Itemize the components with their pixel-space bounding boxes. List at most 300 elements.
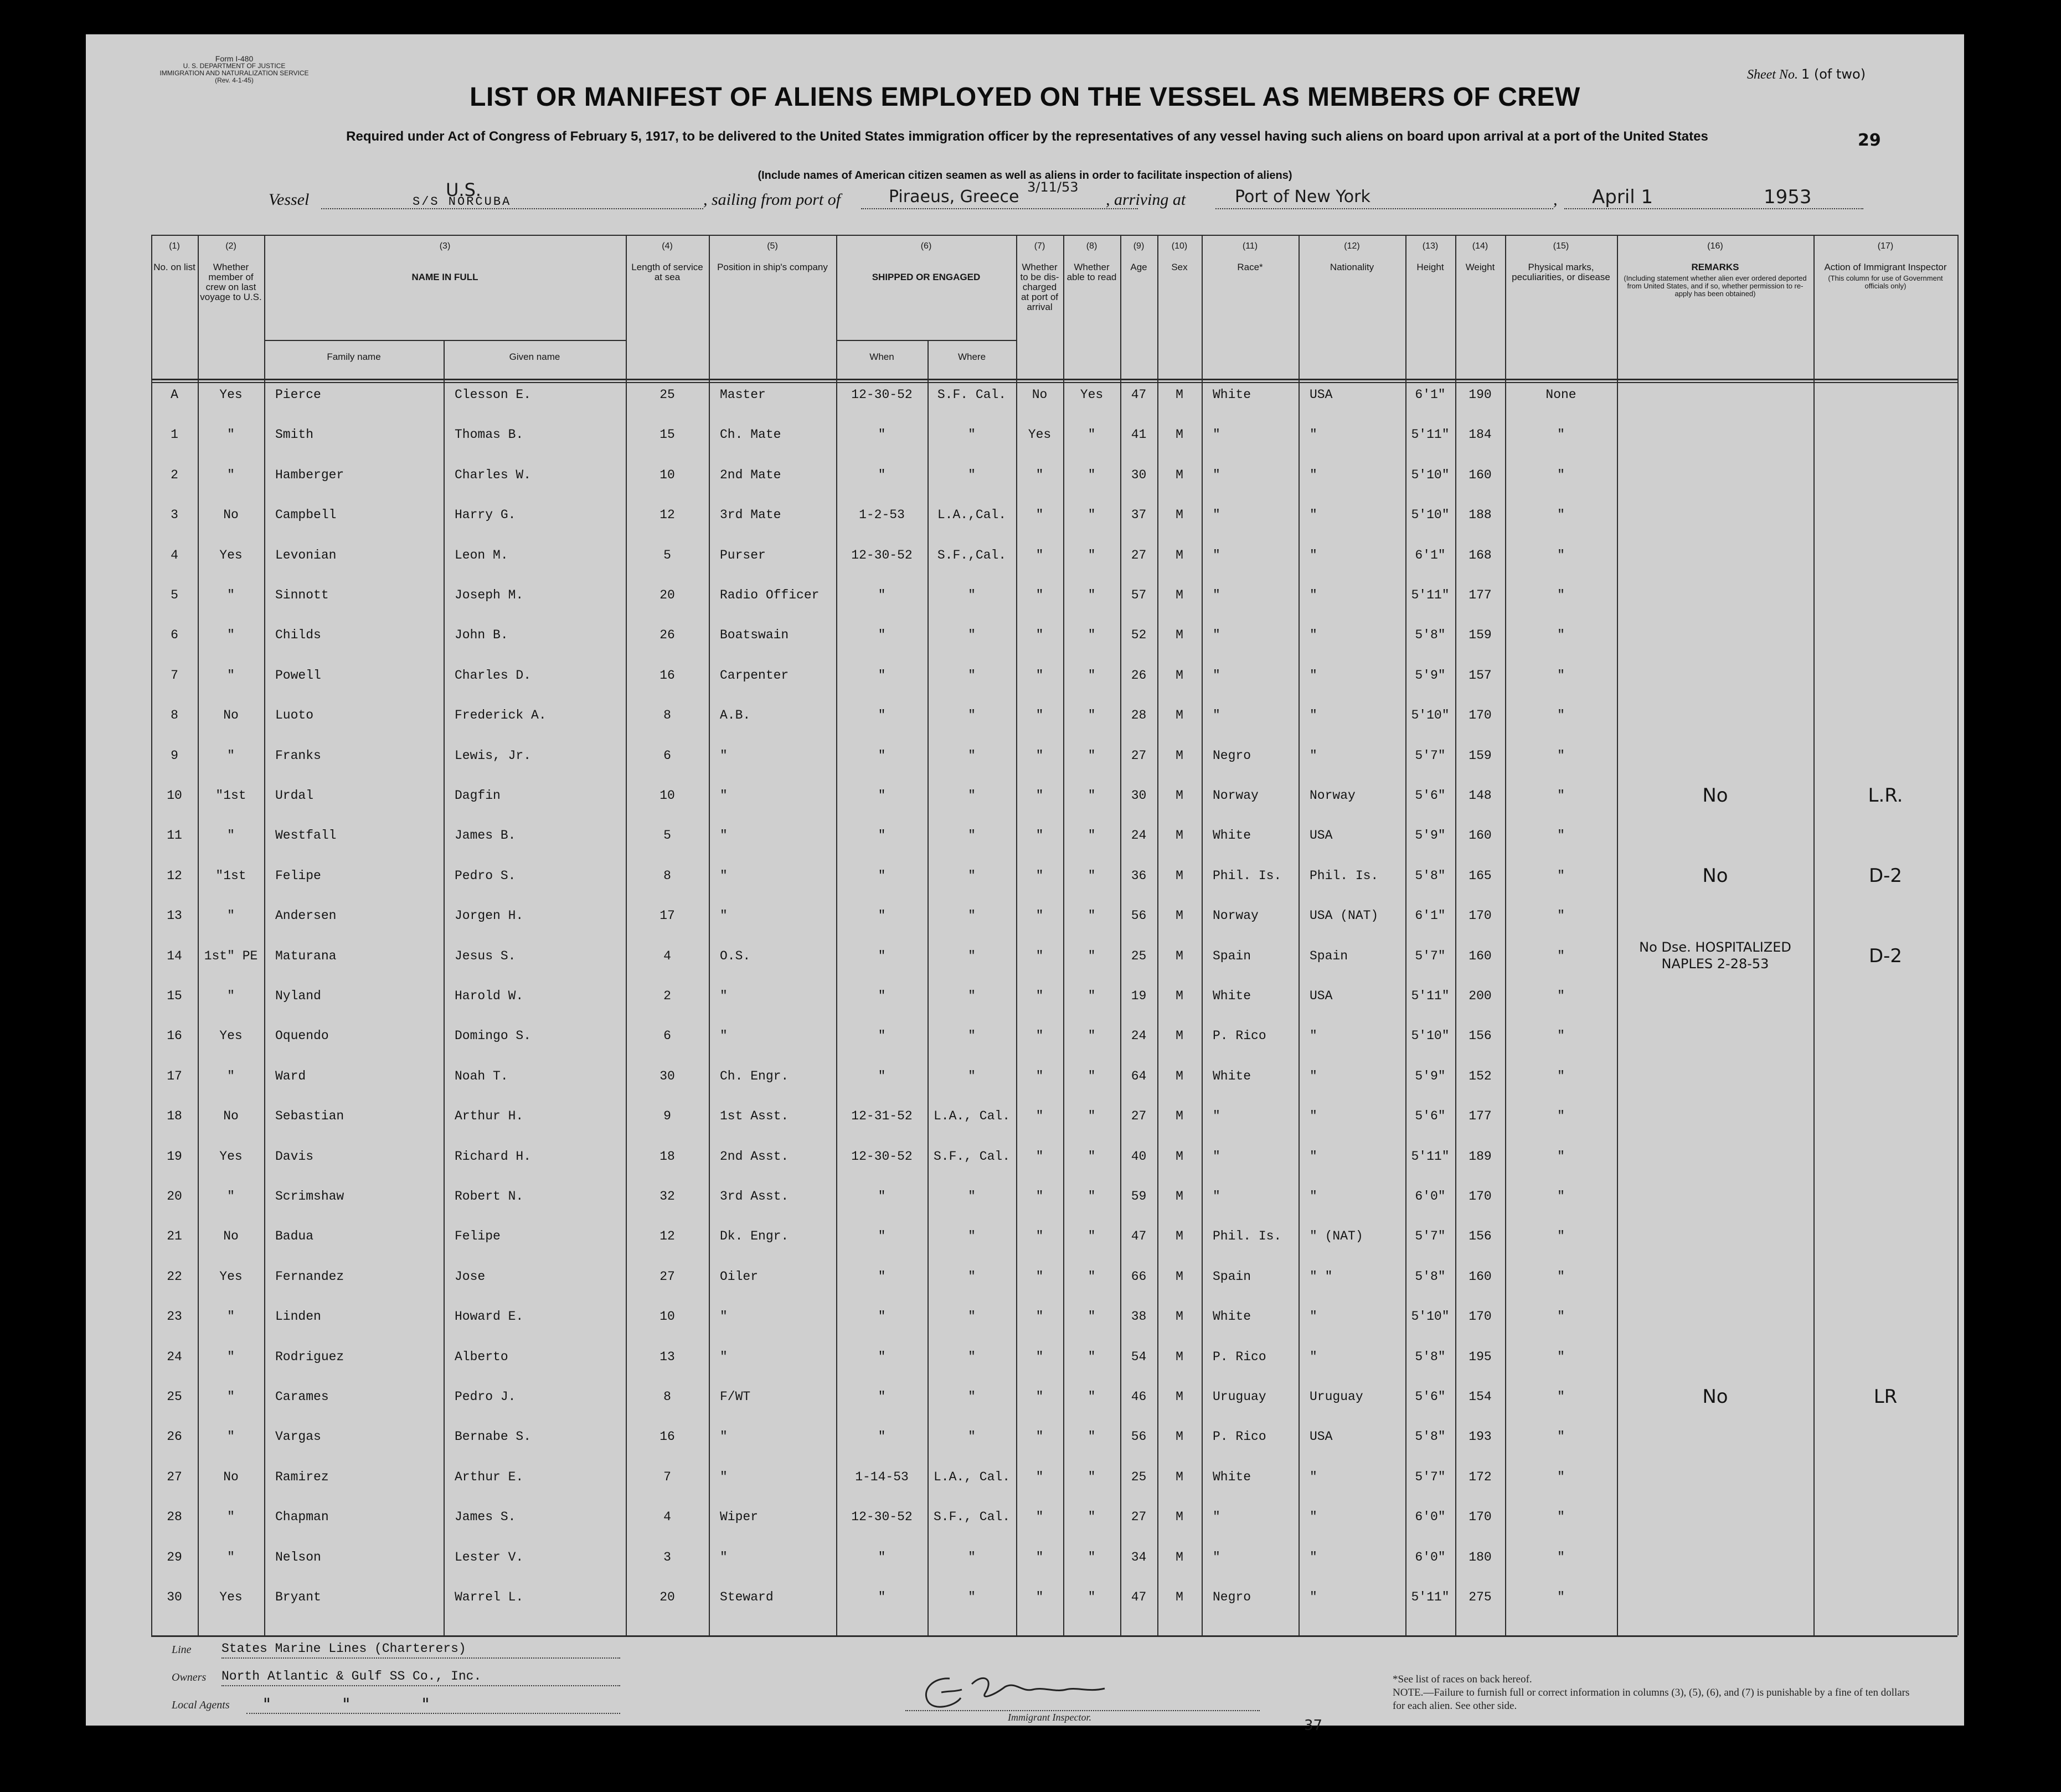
table-cell: M xyxy=(1176,427,1183,442)
table-cell: " xyxy=(1557,508,1565,523)
table-cell: John B. xyxy=(455,628,508,643)
table-cell: " xyxy=(1557,828,1565,843)
table-cell: Lewis, Jr. xyxy=(455,748,532,763)
table-cell: M xyxy=(1176,868,1183,883)
column-number: (8) xyxy=(1086,241,1098,251)
table-cell: M xyxy=(1176,1029,1183,1044)
table-cell: " xyxy=(1310,1109,1317,1124)
table-cell: Sinnott xyxy=(275,588,329,602)
table-cell: 10 xyxy=(659,1309,675,1324)
column-rule xyxy=(709,235,710,1635)
table-cell: " xyxy=(227,748,235,763)
table-cell: " xyxy=(878,748,886,763)
line-label: Line xyxy=(172,1644,192,1656)
table-cell: Leon M. xyxy=(455,548,508,562)
table-cell: 54 xyxy=(1131,1349,1147,1364)
table-cell: No xyxy=(223,508,239,523)
table-cell: 170 xyxy=(1469,1510,1492,1525)
table-cell: " xyxy=(968,1349,976,1364)
table-cell: Ramirez xyxy=(275,1469,329,1484)
column-number: (2) xyxy=(225,241,236,251)
table-cell: " xyxy=(1557,1029,1565,1044)
table-cell: Wiper xyxy=(720,1510,759,1525)
table-cell: Pedro J. xyxy=(455,1390,516,1404)
table-cell: Spain xyxy=(1213,1269,1251,1284)
table-cell: " xyxy=(1213,1550,1220,1564)
column-number: (5) xyxy=(767,241,778,251)
table-cell: 5'10" xyxy=(1411,508,1450,523)
table-cell: No xyxy=(223,1229,239,1244)
table-cell: 6 xyxy=(171,628,178,643)
table-cell: " (NAT) xyxy=(1310,1229,1363,1244)
table-cell: 24 xyxy=(1131,828,1147,843)
table-cell: P. Rico xyxy=(1213,1349,1266,1364)
table-cell: " xyxy=(1035,948,1044,963)
column-number: (4) xyxy=(662,241,673,251)
table-cell: M xyxy=(1176,1189,1183,1204)
column-number: (16) xyxy=(1707,241,1723,251)
table-cell: 3rd Asst. xyxy=(720,1189,789,1204)
table-cell: 3rd Mate xyxy=(720,508,781,523)
manifest-sheet xyxy=(86,34,1964,1734)
table-cell: Howard E. xyxy=(455,1309,524,1324)
arriving-label: , arriving at xyxy=(1106,190,1186,209)
table-cell: 5'9" xyxy=(1415,1068,1446,1083)
table-cell: 5'11" xyxy=(1411,989,1450,1003)
department-name: U. S. DEPARTMENT OF JUSTICE xyxy=(183,62,286,70)
table-cell: " xyxy=(968,948,976,963)
table-cell: " xyxy=(878,989,886,1003)
table-cell: 177 xyxy=(1469,1109,1492,1124)
table-cell: 193 xyxy=(1469,1429,1492,1444)
table-cell: 2 xyxy=(663,989,671,1003)
table-cell: Linden xyxy=(275,1309,321,1324)
column-header: Race* xyxy=(1237,262,1263,272)
table-cell: 5'11" xyxy=(1411,588,1450,602)
column-number: (10) xyxy=(1171,241,1188,251)
races-note: *See list of races on back hereof. xyxy=(1393,1674,1532,1685)
table-cell: Purser xyxy=(720,548,766,562)
arriving-port: Port of New York xyxy=(1235,187,1370,206)
table-cell: " xyxy=(720,748,728,763)
table-cell: D-2 xyxy=(1868,944,1903,967)
table-cell: White xyxy=(1213,989,1251,1003)
table-cell: " xyxy=(1088,1590,1096,1604)
table-cell: 20 xyxy=(659,1590,675,1604)
table-cell: 27 xyxy=(167,1469,182,1484)
table-cell: 28 xyxy=(167,1510,182,1525)
column-number: (15) xyxy=(1553,241,1569,251)
column-rule xyxy=(836,235,837,1635)
table-cell: " xyxy=(968,467,976,482)
table-cell: " xyxy=(1310,467,1317,482)
table-cell: Campbell xyxy=(275,508,337,523)
table-cell: " xyxy=(227,1510,235,1525)
table-cell: " xyxy=(1310,508,1317,523)
table-cell: Smith xyxy=(275,427,314,442)
table-cell: 6'1" xyxy=(1415,388,1446,402)
table-cell: " xyxy=(878,788,886,803)
table-cell: " xyxy=(1035,668,1044,683)
include-statement: (Include names of American citizen seamen as well as aliens in order to facilitate inspection of aliens) xyxy=(758,169,1292,182)
owners-label: Owners xyxy=(172,1671,207,1683)
column-header: Whether to be dis-charged at port of arrival xyxy=(1020,262,1059,312)
table-cell: 19 xyxy=(1131,989,1147,1003)
table-cell: Frederick A. xyxy=(455,708,547,723)
table-cell: 17 xyxy=(659,908,675,923)
form-identifier xyxy=(151,55,317,84)
table-cell: Joseph M. xyxy=(455,588,524,602)
table-cell: 26 xyxy=(659,628,675,643)
column-header: Whether able to read xyxy=(1066,262,1117,282)
table-cell: M xyxy=(1176,1349,1183,1364)
table-cell: 30 xyxy=(659,1068,675,1083)
table-cell: " xyxy=(1088,828,1096,843)
table-cell: " xyxy=(1088,1109,1096,1124)
table-cell: M xyxy=(1176,708,1183,723)
column-rule xyxy=(1455,235,1456,1635)
table-cell: " xyxy=(1035,1229,1044,1244)
column-subheader: Family name xyxy=(327,352,381,362)
table-cell: 5'7" xyxy=(1415,748,1446,763)
column-number: (1) xyxy=(169,241,180,251)
table-cell: " xyxy=(1213,588,1220,602)
column-header: Age xyxy=(1130,262,1147,272)
table-cell: 188 xyxy=(1469,508,1492,523)
table-cell: 16 xyxy=(659,1429,675,1444)
table-cell: 57 xyxy=(1131,588,1147,602)
table-cell: " xyxy=(1310,1469,1317,1484)
table-cell: 26 xyxy=(1131,668,1147,683)
table-cell: Hamberger xyxy=(275,467,344,482)
table-cell: Yes xyxy=(1028,427,1052,442)
column-rule xyxy=(1202,235,1203,1635)
table-cell: 3 xyxy=(171,508,178,523)
table-cell: 25 xyxy=(659,388,675,402)
table-cell: Yes xyxy=(219,1029,243,1044)
table-cell: 56 xyxy=(1131,1429,1147,1444)
table-cell: M xyxy=(1176,989,1183,1003)
table-cell: " xyxy=(1213,508,1220,523)
table-cell: Dk. Engr. xyxy=(720,1229,789,1244)
table-cell: " xyxy=(878,427,886,442)
table-cell: Uruguay xyxy=(1213,1390,1266,1404)
table-cell: " xyxy=(878,588,886,602)
table-cell: 30 xyxy=(1131,467,1147,482)
table-cell: 160 xyxy=(1469,828,1492,843)
table-cell: " xyxy=(968,708,976,723)
table-cell: " xyxy=(1557,1309,1565,1324)
table-cell: 23 xyxy=(167,1309,182,1324)
table-cell: Powell xyxy=(275,668,321,683)
table-cell: 190 xyxy=(1469,388,1492,402)
table-cell: " xyxy=(878,1189,886,1204)
table-cell: " xyxy=(227,588,235,602)
table-cell: " xyxy=(1088,868,1096,883)
table-cell: No xyxy=(1702,864,1728,887)
table-cell: " xyxy=(878,1590,886,1604)
table-cell: " xyxy=(1557,467,1565,482)
table-cell: 29 xyxy=(167,1550,182,1564)
table-cell: 8 xyxy=(663,708,671,723)
table-cell: 4 xyxy=(663,948,671,963)
table-cell: " xyxy=(1557,427,1565,442)
table-cell: " xyxy=(1310,708,1317,723)
table-cell: " xyxy=(1088,908,1096,923)
table-cell: " xyxy=(968,908,976,923)
column-header: NAME IN FULL xyxy=(411,272,478,282)
table-cell: Bernabe S. xyxy=(455,1429,532,1444)
table-cell: " xyxy=(1035,1550,1044,1564)
table-cell: " xyxy=(1557,1469,1565,1484)
table-cell: M xyxy=(1176,1229,1183,1244)
table-cell: Chapman xyxy=(275,1510,329,1525)
table-cell: " xyxy=(878,1229,886,1244)
table-cell: Harold W. xyxy=(455,989,524,1003)
column-rule xyxy=(1120,235,1121,1635)
table-cell: 32 xyxy=(659,1189,675,1204)
table-cell: M xyxy=(1176,1390,1183,1404)
column-rule xyxy=(1299,235,1300,1635)
table-cell: 66 xyxy=(1131,1269,1147,1284)
table-cell: " xyxy=(1557,948,1565,963)
column-header: SHIPPED OR ENGAGED xyxy=(872,272,981,282)
table-cell: Domingo S. xyxy=(455,1029,532,1044)
table-cell: Norway xyxy=(1213,908,1259,923)
table-cell: 1st" PE xyxy=(204,948,258,963)
table-cell: M xyxy=(1176,628,1183,643)
table-cell: " xyxy=(1088,1390,1096,1404)
column-header: Physical marks, peculiarities, or disease xyxy=(1512,262,1610,282)
table-cell: " xyxy=(720,828,728,843)
table-cell: D-2 xyxy=(1868,864,1903,887)
table-cell: 15 xyxy=(659,427,675,442)
table-cell: White xyxy=(1213,1068,1251,1083)
table-cell: Bryant xyxy=(275,1590,321,1604)
table-cell: M xyxy=(1176,467,1183,482)
table-cell: 5'11" xyxy=(1411,427,1450,442)
table-cell: White xyxy=(1213,1309,1251,1324)
table-cell: " xyxy=(227,427,235,442)
table-cell: 5'7" xyxy=(1415,948,1446,963)
table-cell: M xyxy=(1176,548,1183,562)
table-cell: James B. xyxy=(455,828,516,843)
table-cell: Franks xyxy=(275,748,321,763)
table-cell: " xyxy=(1557,1229,1565,1244)
table-cell: " xyxy=(1088,1349,1096,1364)
table-cell: 20 xyxy=(659,588,675,602)
table-cell: Felipe xyxy=(275,868,321,883)
table-cell: 5'8" xyxy=(1415,1429,1446,1444)
table-cell: 36 xyxy=(1131,868,1147,883)
table-cell: " xyxy=(1557,1269,1565,1284)
table-cell: P. Rico xyxy=(1213,1429,1266,1444)
table-cell: M xyxy=(1176,1429,1183,1444)
column-number: (11) xyxy=(1242,241,1258,251)
table-cell: Steward xyxy=(720,1590,774,1604)
table-cell: 1st Asst. xyxy=(720,1109,789,1124)
table-cell: 41 xyxy=(1131,427,1147,442)
table-cell: 148 xyxy=(1469,788,1492,803)
table-cell: Phil. Is. xyxy=(1213,868,1282,883)
table-cell: M xyxy=(1176,588,1183,602)
agents-label: Local Agents xyxy=(172,1699,230,1711)
table-cell: 9 xyxy=(663,1109,671,1124)
column-subheader: When xyxy=(869,352,894,362)
table-cell: Carpenter xyxy=(720,668,789,683)
table-cell: " xyxy=(968,989,976,1003)
required-statement: Required under Act of Congress of February 5, 1917, to be delivered to the United States immigration officer by the representatives of any vessel having such aliens on board upon arrival at a port of the United States xyxy=(346,129,1708,144)
column-header: Weight xyxy=(1465,262,1495,272)
table-cell: 12-30-52 xyxy=(851,548,913,562)
table-cell: " xyxy=(1557,1189,1565,1204)
table-cell: 5'10" xyxy=(1411,1029,1450,1044)
table-cell: " xyxy=(1035,748,1044,763)
table-cell: Yes xyxy=(1080,388,1104,402)
table-cell: 4 xyxy=(171,548,178,562)
table-cell: " xyxy=(1088,548,1096,562)
column-number: (17) xyxy=(1877,241,1894,251)
table-cell: 26 xyxy=(167,1429,182,1444)
table-cell: " xyxy=(1213,467,1220,482)
table-cell: " xyxy=(1310,427,1317,442)
table-cell: " xyxy=(1310,588,1317,602)
table-cell: " xyxy=(1088,1029,1096,1044)
table-cell: 28 xyxy=(1131,708,1147,723)
table-cell: Phil. Is. xyxy=(1310,868,1379,883)
table-cell: 18 xyxy=(659,1149,675,1164)
table-cell: 46 xyxy=(1131,1390,1147,1404)
table-cell: 6'0" xyxy=(1415,1550,1446,1564)
table-cell: " xyxy=(1088,1550,1096,1564)
table-cell: " xyxy=(1557,588,1565,602)
table-cell: 12-30-52 xyxy=(851,1149,913,1164)
table-cell: " xyxy=(968,1269,976,1284)
table-cell: 24 xyxy=(167,1349,182,1364)
table-cell: " xyxy=(878,1429,886,1444)
table-cell: 12 xyxy=(659,1229,675,1244)
line-value: States Marine Lines (Charterers) xyxy=(221,1641,466,1656)
table-cell: USA (NAT) xyxy=(1310,908,1379,923)
table-cell: 17 xyxy=(167,1068,182,1083)
table-cell: " xyxy=(1213,1109,1220,1124)
table-cell: " xyxy=(1035,1109,1044,1124)
table-cell: Thomas B. xyxy=(455,427,524,442)
table-cell: 5'8" xyxy=(1415,1349,1446,1364)
table-cell: White xyxy=(1213,828,1251,843)
table-cell: L.A.,Cal. xyxy=(937,508,1007,523)
table-cell: " xyxy=(1035,1390,1044,1404)
table-cell: 27 xyxy=(1131,1109,1147,1124)
table-cell: " xyxy=(1035,588,1044,602)
column-rule xyxy=(198,235,199,1635)
sheet-number-value: 1 (of two) xyxy=(1801,66,1866,82)
table-cell: " xyxy=(968,868,976,883)
table-cell: 5 xyxy=(663,548,671,562)
table-cell: Arthur E. xyxy=(455,1469,524,1484)
table-cell: " xyxy=(1088,467,1096,482)
table-cell: " xyxy=(1557,908,1565,923)
column-number: (14) xyxy=(1472,241,1488,251)
table-cell: 4 xyxy=(663,1510,671,1525)
table-cell: S.F., Cal. xyxy=(933,1149,1011,1164)
vessel-name: S/S NORCUBA xyxy=(413,195,512,209)
table-cell: No xyxy=(223,1469,239,1484)
table-cell: 172 xyxy=(1469,1469,1492,1484)
table-cell: " xyxy=(878,1029,886,1044)
column-rule xyxy=(1813,235,1815,1635)
table-cell: " xyxy=(720,1309,728,1324)
table-cell: Clesson E. xyxy=(455,388,532,402)
table-cell: " xyxy=(878,828,886,843)
table-cell: " xyxy=(1088,588,1096,602)
handwritten-number: 29 xyxy=(1858,131,1881,150)
table-cell: 5'6" xyxy=(1415,1390,1446,1404)
table-cell: " xyxy=(968,1068,976,1083)
table-cell: 156 xyxy=(1469,1029,1492,1044)
table-cell: " xyxy=(1213,427,1220,442)
table-cell: 5'7" xyxy=(1415,1469,1446,1484)
table-cell: " xyxy=(1557,628,1565,643)
table-cell: 12-30-52 xyxy=(851,1510,913,1525)
table-cell: Spain xyxy=(1310,948,1348,963)
table-cell: " xyxy=(1035,828,1044,843)
arrival-date: April 1 xyxy=(1592,186,1653,208)
table-cell: " xyxy=(720,1469,728,1484)
table-cell: Master xyxy=(720,388,766,402)
table-cell: Rodriguez xyxy=(275,1349,344,1364)
table-cell: " xyxy=(968,748,976,763)
table-cell: " xyxy=(227,1068,235,1083)
table-cell: 2nd Mate xyxy=(720,467,781,482)
table-cell: " xyxy=(878,467,886,482)
table-cell: " xyxy=(1088,1149,1096,1164)
table-cell: 170 xyxy=(1469,1189,1492,1204)
table-cell: Yes xyxy=(219,388,243,402)
table-cell: A.B. xyxy=(720,708,751,723)
table-cell: 2nd Asst. xyxy=(720,1149,789,1164)
table-cell: Noah T. xyxy=(455,1068,508,1083)
column-header-note: (This column for use of Government officials only) xyxy=(1828,274,1943,290)
table-cell: M xyxy=(1176,1590,1183,1604)
column-header: Whether member of crew on last voyage to U.S. xyxy=(200,262,262,302)
revision-date: (Rev. 4-1-45) xyxy=(215,76,254,84)
column-header-note: (Including statement whether alien ever ordered deported from United States, and if so, whether permission to re-apply has been obtained) xyxy=(1624,274,1807,298)
table-cell: " xyxy=(968,668,976,683)
table-cell: Negro xyxy=(1213,1590,1251,1604)
table-cell: 180 xyxy=(1469,1550,1492,1564)
table-cell: " xyxy=(227,908,235,923)
table-cell: " xyxy=(968,1590,976,1604)
table-cell: " xyxy=(968,628,976,643)
table-cell: 5'9" xyxy=(1415,828,1446,843)
table-cell: " xyxy=(1557,1590,1565,1604)
table-cell: Lester V. xyxy=(455,1550,524,1564)
table-cell: " xyxy=(1557,989,1565,1003)
table-cell: " xyxy=(227,828,235,843)
table-cell: 3 xyxy=(663,1550,671,1564)
owners-value: North Atlantic & Gulf SS Co., Inc. xyxy=(221,1669,482,1683)
table-cell: " xyxy=(878,1309,886,1324)
header-rule xyxy=(151,382,1957,383)
column-number: (13) xyxy=(1422,241,1439,251)
form-number: Form I-480 xyxy=(215,54,254,63)
table-cell: Davis xyxy=(275,1149,314,1164)
table-cell: 160 xyxy=(1469,1269,1492,1284)
table-cell: Uruguay xyxy=(1310,1390,1363,1404)
table-cell: 6'0" xyxy=(1415,1510,1446,1525)
table-cell: 165 xyxy=(1469,868,1492,883)
